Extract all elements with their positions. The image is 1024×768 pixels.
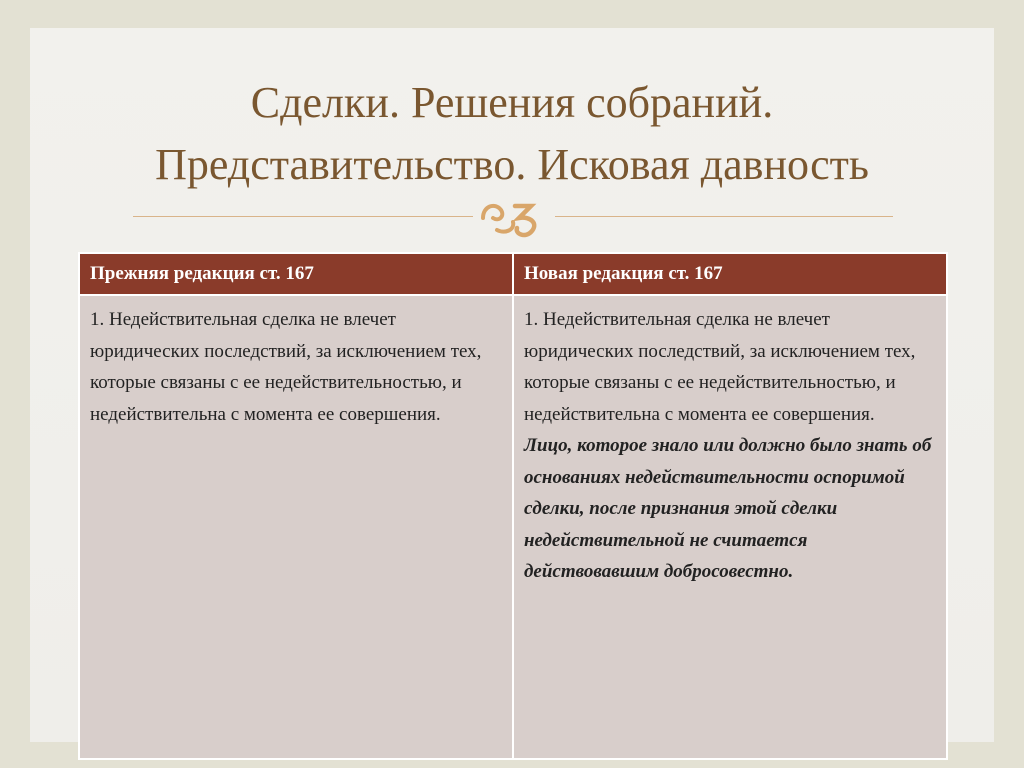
new-edition-text: 1. Недействительная сделка не влечет юридических последствий, за исключением тех, которые связаны с ее недействительностью, и недействительна с момента ее совершения. xyxy=(524,309,916,425)
divider-line-left xyxy=(133,216,473,217)
title-line-1: Сделки. Решения собраний. xyxy=(250,78,774,127)
old-edition-cell xyxy=(79,295,513,759)
table-row xyxy=(79,295,947,759)
new-edition-added-text: Лицо, которое знало или должно было знать об основаниях недействительности оспоримой сделки, после признания этой сделки недействительной не считается действовавшим добросовестно. xyxy=(524,435,932,582)
slide xyxy=(30,28,994,742)
new-edition-cell xyxy=(513,295,947,759)
title-line-2: Представительство. Исковая давность xyxy=(155,140,869,189)
table-header-row xyxy=(79,253,947,295)
slide-title xyxy=(30,72,994,196)
ornament-swirl-icon xyxy=(475,196,551,240)
header-old-edition: Прежняя редакция ст. 167 xyxy=(79,253,513,295)
comparison-table xyxy=(78,252,948,760)
title-divider xyxy=(133,196,893,240)
header-new-edition: Новая редакция ст. 167 xyxy=(513,253,947,295)
divider-line-right xyxy=(555,216,893,217)
old-edition-text: 1. Недействительная сделка не влечет юридических последствий, за исключением тех, которые связаны с ее недействительностью, и недействительна с момента ее совершения. xyxy=(90,309,482,425)
